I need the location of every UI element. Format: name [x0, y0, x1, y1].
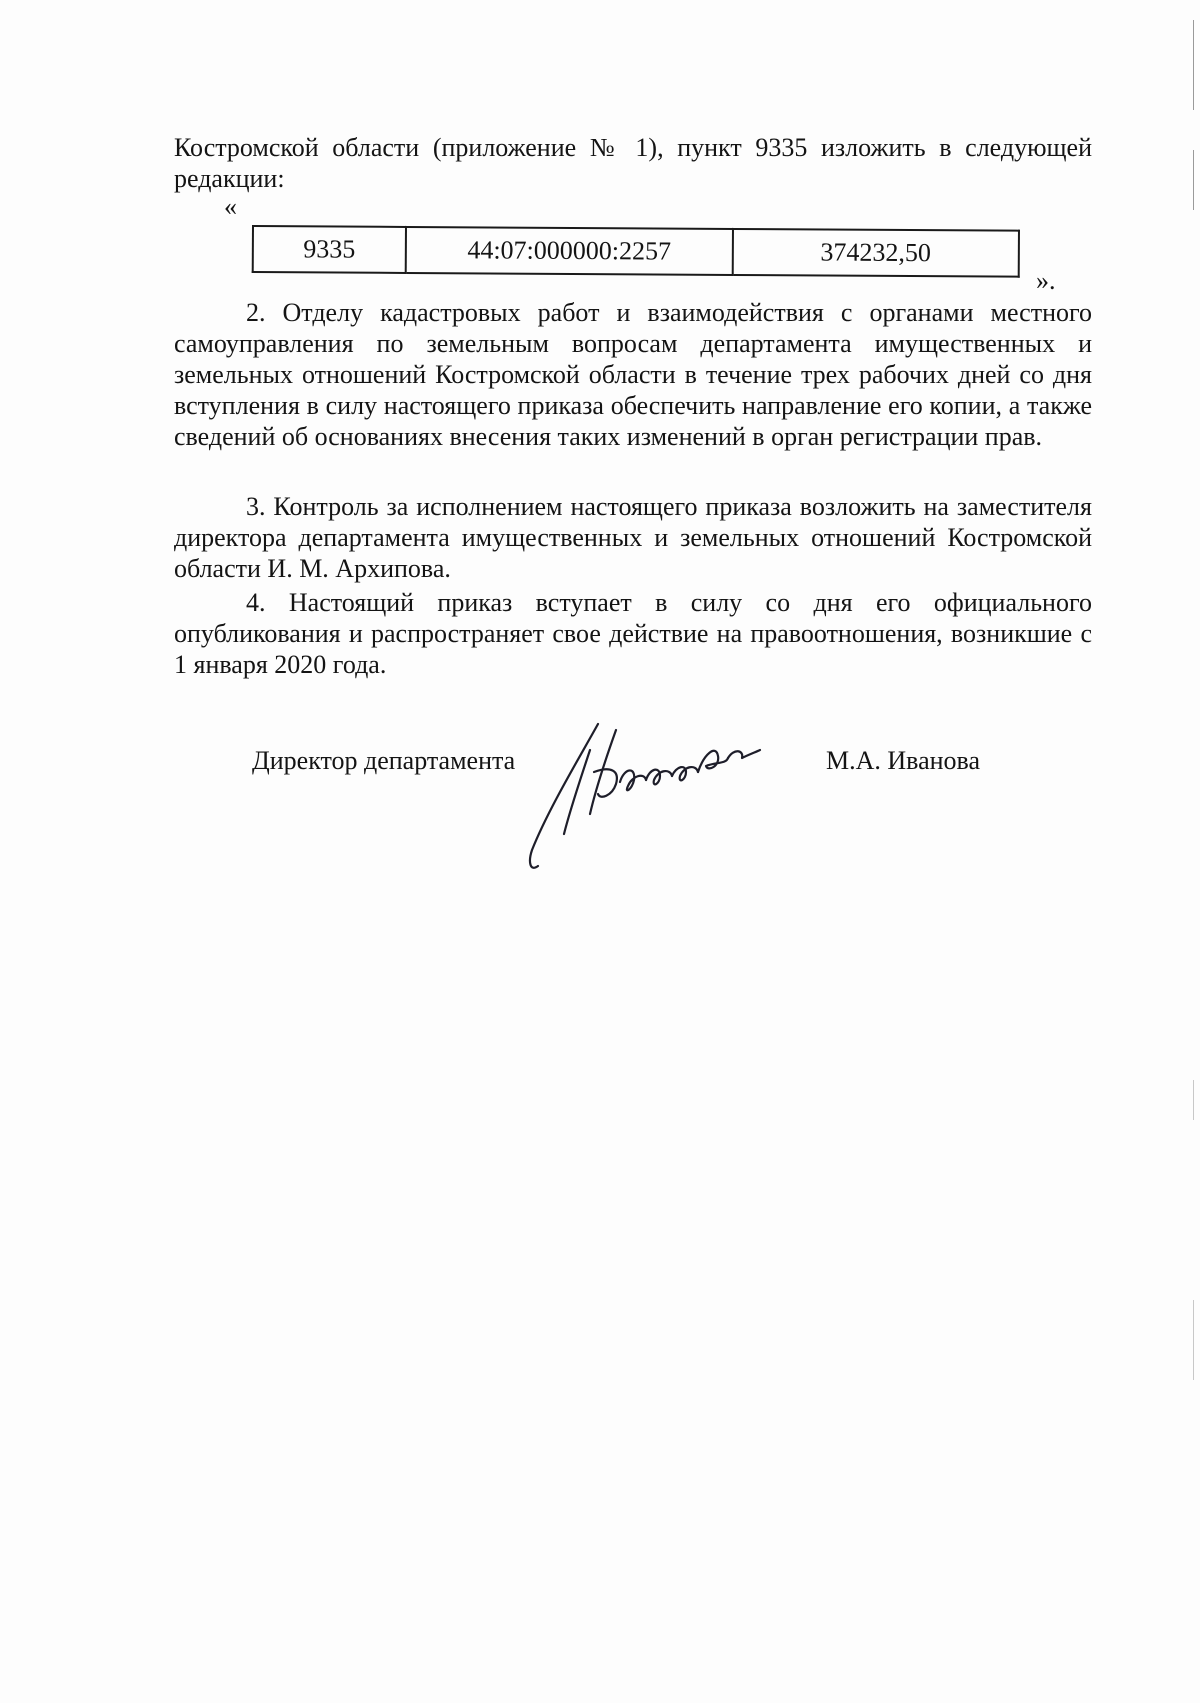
signatory-name: М.А. Иванова [826, 746, 981, 775]
table-cell-item-number: 9335 [253, 226, 406, 273]
table-cell-cadastral-number: 44:07:000000:2257 [406, 227, 733, 275]
scan-edge-mark [1193, 1080, 1194, 1120]
signatory-title: Директор департамента [252, 746, 516, 775]
scan-edge-mark [1193, 1300, 1194, 1380]
handwritten-signature [520, 710, 790, 880]
quote-close: ». [1036, 266, 1056, 295]
paragraph-3: 3. Контроль за исполнением настоящего приказа возложить на заместителя директора департамента имущественных и земельных отношений Костромской области И. М. Архипова. [174, 492, 1092, 583]
amendment-table [252, 225, 1020, 278]
intro-paragraph: Костромской области (приложение № 1), пункт 9335 изложить в следующей редакции: [174, 133, 1092, 193]
paragraph-2: 2. Отделу кадастровых работ и взаимодействия с органами местного самоуправления по земельным вопросам департамента имущественных и земельных отношений Костромской области в течение трех рабочих дней со дня вступления в силу настоящего приказа обеспечить направление его копии, а также сведений об основаниях внесения таких изменений в орган регистрации прав. [174, 298, 1092, 451]
quote-open: « [224, 192, 237, 221]
table-cell-cadastral-value: 374232,50 [732, 229, 1019, 277]
paragraph-4: 4. Настоящий приказ вступает в силу со дня его официального опубликования и распространяет свое действие на правоотношения, возникшие с 1 января 2020 года. [174, 588, 1092, 679]
scan-edge-mark [1193, 20, 1194, 110]
scan-edge-mark [1193, 150, 1194, 210]
table-row [253, 226, 1019, 277]
